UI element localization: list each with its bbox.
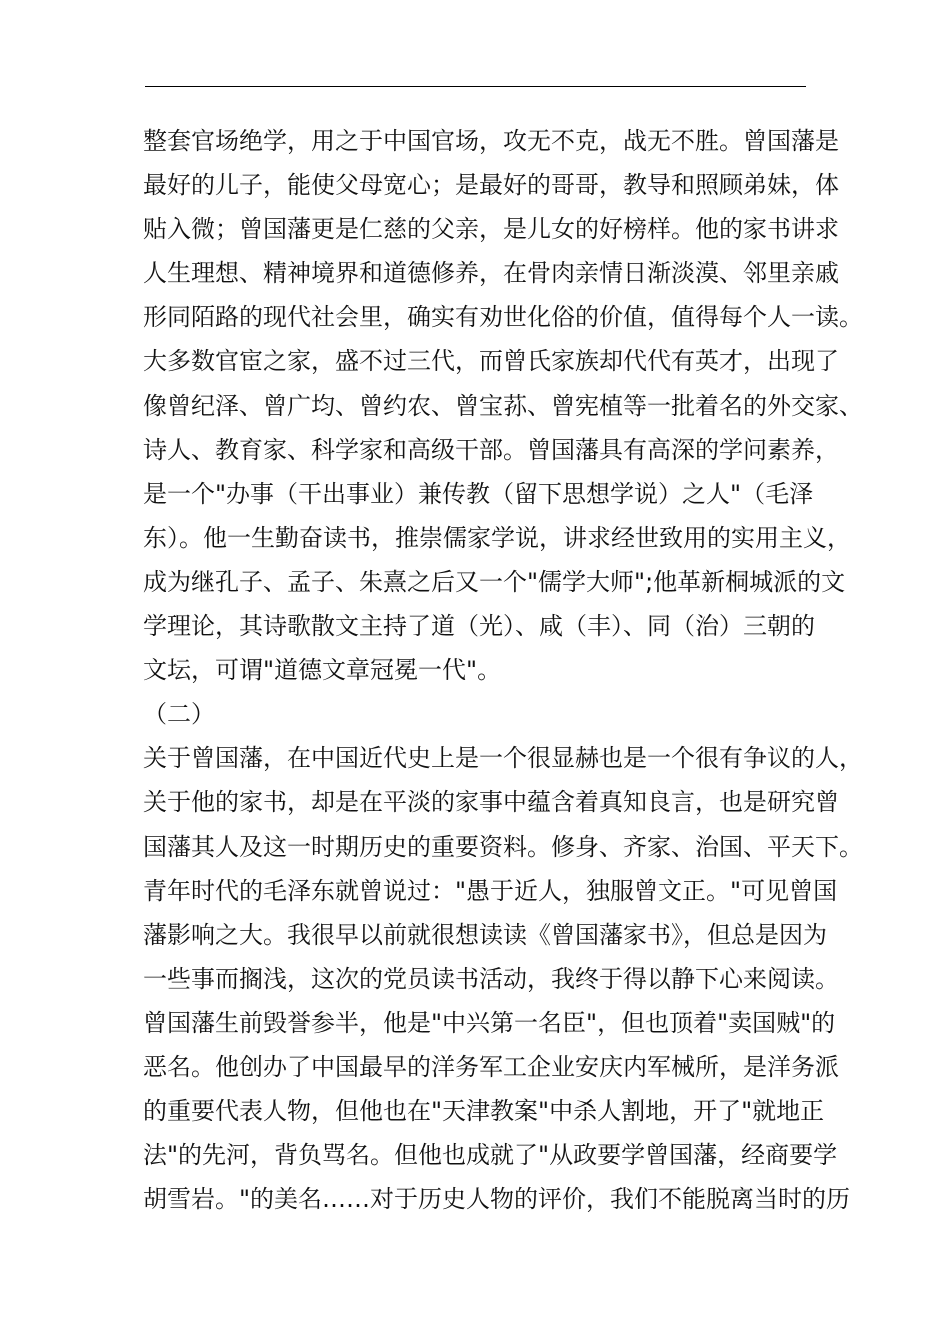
text-line: 国藩其人及这一时期历史的重要资料。修身、齐家、治国、平天下。: [143, 832, 863, 861]
text-line: 文坛，可谓"道德文章冠冕一代"。: [143, 656, 502, 685]
text-line: 一些事而搁浅，这次的党员读书活动，我终于得以静下心来阅读。: [143, 964, 839, 993]
text-line: 的重要代表人物，但他也在"天津教案"中杀人割地，开了"就地正: [143, 1097, 825, 1126]
text-line: 学理论，其诗歌散文主持了道（光）、咸（丰）、同（治）三朝的: [143, 612, 815, 641]
text-line: 最好的儿子，能使父母宽心；是最好的哥哥，教导和照顾弟妹，体: [143, 171, 839, 200]
body-text: [143, 119, 863, 1221]
section-heading: （二）: [143, 700, 215, 729]
text-line: 关于他的家书，却是在平淡的家事中蕴含着真知良言，也是研究曾: [143, 788, 839, 817]
text-line: 恶名。他创办了中国最早的洋务军工企业安庆内军械所，是洋务派: [143, 1052, 839, 1081]
text-line: 胡雪岩。"的美名……对于历史人物的评价，我们不能脱离当时的历: [143, 1185, 851, 1214]
text-line: 形同陌路的现代社会里，确实有劝世化俗的价值，值得每个人一读。: [143, 303, 863, 332]
text-line: 是一个"办事（干出事业）兼传教（留下思想学说）之人"（毛泽: [143, 479, 814, 508]
text-line: 贴入微；曾国藩更是仁慈的父亲，是儿女的好榜样。他的家书讲求: [143, 215, 839, 244]
text-line: 大多数官宦之家，盛不过三代，而曾氏家族却代代有英才，出现了: [143, 347, 839, 376]
text-line: 法"的先河，背负骂名。但他也成就了"从政要学曾国藩，经商要学: [143, 1141, 838, 1170]
text-line: 关于曾国藩，在中国近代史上是一个很显赫也是一个很有争议的人，: [143, 744, 863, 773]
text-line: 成为继孔子、孟子、朱熹之后又一个"儒学大师";他革新桐城派的文: [143, 567, 846, 596]
text-line: 东）。他一生勤奋读书，推崇儒家学说，讲求经世致用的实用主义，: [143, 523, 851, 552]
text-line: 曾国藩生前毁誉参半，他是"中兴第一名臣"，但也顶着"卖国贼"的: [143, 1008, 836, 1037]
text-line: 人生理想、精神境界和道德修养，在骨肉亲情日渐淡漠、邻里亲戚: [143, 259, 839, 288]
text-line: 藩影响之大。我很早以前就很想读读《曾国藩家书》，但总是因为: [143, 920, 827, 949]
text-line: 像曾纪泽、曾广均、曾约农、曾宝荪、曾宪植等一批着名的外交家、: [143, 391, 863, 420]
text-line: 青年时代的毛泽东就曾说过："愚于近人，独服曾文正。"可见曾国: [143, 876, 838, 905]
text-line: 整套官场绝学，用之于中国官场，攻无不克，战无不胜。曾国藩是: [143, 127, 839, 155]
text-line: 诗人、教育家、科学家和高级干部。曾国藩具有高深的学问素养，: [143, 435, 839, 464]
header-rule: [145, 86, 806, 87]
